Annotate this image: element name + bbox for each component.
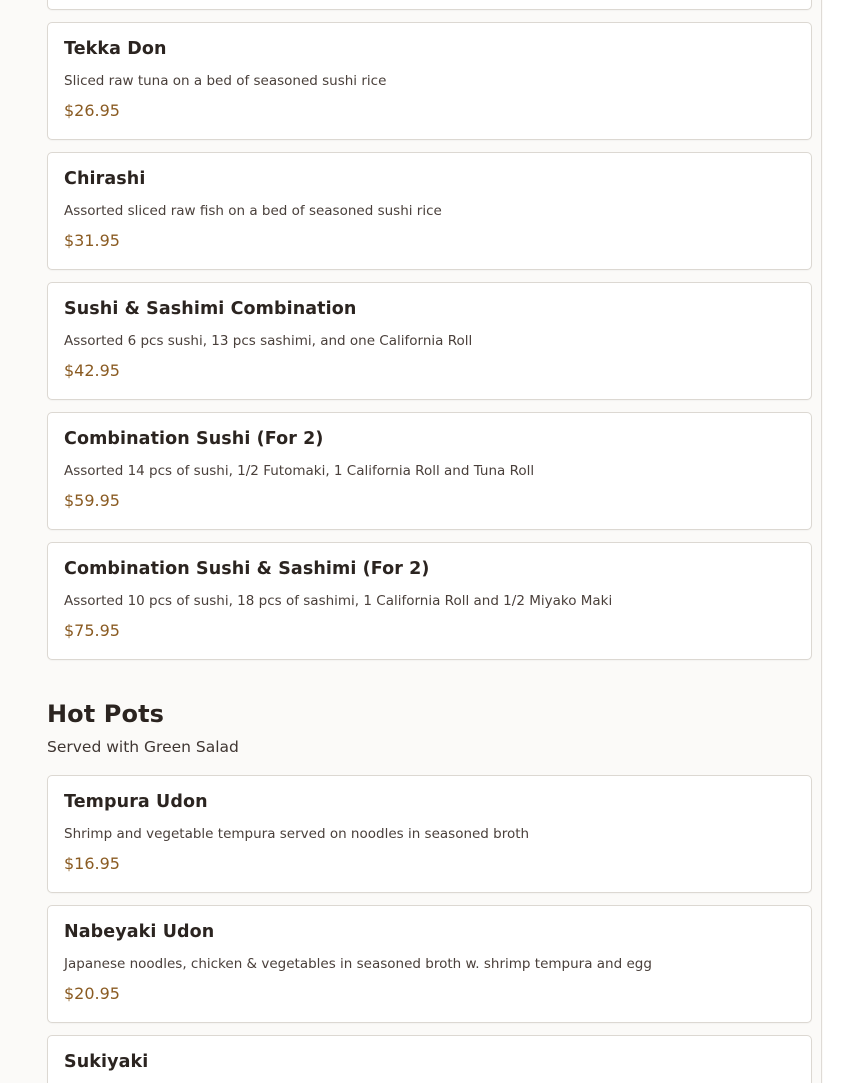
menu-item-description: Assorted sliced raw fish on a bed of seasoned sushi rice (64, 203, 442, 219)
menu-item-name: Nabeyaki Udon (64, 922, 215, 942)
menu-item-description: Sliced raw tuna on a bed of seasoned sushi rice (64, 73, 387, 89)
scrollbar-track[interactable] (823, 0, 844, 1083)
menu-item-description: Shrimp and vegetable tempura served on noodles in seasoned broth (64, 826, 530, 842)
menu-item-card-partial[interactable] (47, 0, 812, 10)
menu-item-description: Assorted 10 pcs of sushi, 18 pcs of sashimi, 1 California Roll and 1/2 Miyako Maki (64, 593, 613, 609)
menu-item-description: Assorted 6 pcs sushi, 13 pcs sashimi, and one California Roll (64, 333, 473, 349)
menu-item-price: $59.95 (64, 491, 120, 510)
menu-item-price: $20.95 (64, 984, 120, 1003)
menu-item-name: Tekka Don (64, 39, 167, 59)
menu-item-card[interactable] (47, 412, 812, 530)
menu-item-card[interactable] (47, 542, 812, 660)
menu-item-card[interactable] (47, 775, 812, 893)
menu-item-price: $42.95 (64, 361, 120, 380)
menu-item-card[interactable] (47, 905, 812, 1023)
menu-item-name: Tempura Udon (64, 792, 208, 812)
menu-item-card[interactable] (47, 282, 812, 400)
menu-item-price: $75.95 (64, 621, 120, 640)
menu-item-card[interactable] (47, 1035, 812, 1083)
menu-item-price: $26.95 (64, 101, 120, 120)
menu-item-card[interactable] (47, 22, 812, 140)
menu-item-name: Combination Sushi & Sashimi (For 2) (64, 559, 430, 579)
section-subtitle: Served with Green Salad (47, 738, 239, 756)
menu-item-name: Chirashi (64, 169, 146, 189)
menu-item-card[interactable] (47, 152, 812, 270)
menu-item-name: Combination Sushi (For 2) (64, 429, 324, 449)
menu-item-description: Assorted 14 pcs of sushi, 1/2 Futomaki, 1 California Roll and Tuna Roll (64, 463, 535, 479)
menu-item-price: $16.95 (64, 854, 120, 873)
menu-item-name: Sukiyaki (64, 1052, 149, 1072)
menu-item-description: Japanese noodles, chicken & vegetables in seasoned broth w. shrimp tempura and egg (64, 956, 652, 972)
menu-item-price: $31.95 (64, 231, 120, 250)
section-title: Hot Pots (47, 700, 165, 728)
menu-item-name: Sushi & Sashimi Combination (64, 299, 357, 319)
